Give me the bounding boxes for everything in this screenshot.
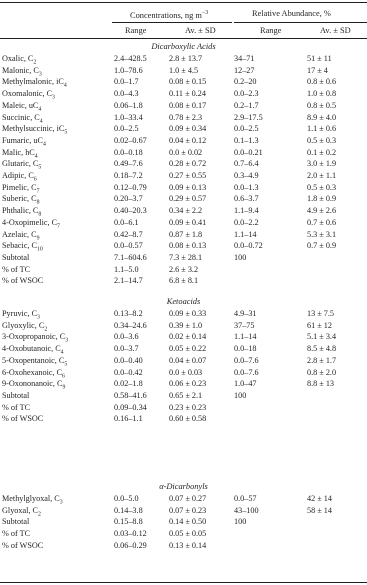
conc-avsd: 0.27 ± 0.55	[169, 171, 207, 180]
compound-name: Azelaic, $C_9$	[2, 229, 40, 242]
abundance-avsd: 1.8 ± 0.9	[307, 194, 337, 204]
compound-name: % of WSOC	[2, 414, 44, 424]
abundance-avsd: 5.3 ± 3.1	[307, 229, 337, 239]
conc-avsd: 0.0 ± 0.03	[169, 367, 203, 377]
table-row	[0, 135, 367, 146]
conc-range: 0.0–3.7	[114, 344, 139, 354]
abundance-range: 1.1–9.4	[234, 206, 259, 216]
conc-range: 0.13–8.2	[114, 309, 143, 318]
conc-range: 1.1–5.0	[114, 264, 139, 274]
conc-avsd: 0.07 ± 0.23	[169, 505, 207, 515]
table-row	[0, 65, 367, 76]
conc-range: 0.0–0.42	[114, 367, 143, 377]
bottom-rule	[0, 582, 367, 583]
conc-range: 0.58–41.6	[114, 390, 147, 400]
table-row	[0, 147, 367, 158]
abundance-avsd: 3.0 ± 1.9	[307, 159, 337, 169]
abundance-avsd: 2.8 ± 1.7	[307, 355, 337, 365]
table-row	[0, 205, 367, 216]
section-title: Dicarboxylic Acids	[151, 42, 216, 51]
table-row	[0, 100, 367, 111]
compound-name: % of TC	[2, 529, 31, 539]
conc-range: 0.0–0.57	[114, 241, 143, 251]
conc-avsd: 0.02 ± 0.14	[169, 332, 207, 342]
abundance-avsd: 0.8 ± 0.5	[307, 100, 337, 110]
abundance-avsd: 2.0 ± 1.1	[307, 171, 337, 180]
compound-name: 5-Oxopentanoic, $C_5$	[2, 355, 68, 368]
conc-avsd: 0.29 ± 0.57	[169, 194, 207, 204]
abundance-range: 4.9–31	[234, 309, 257, 318]
compound-name: Methylglyoxal, $C_3$	[2, 494, 63, 506]
header-rule-concentrations	[112, 22, 232, 23]
abundance-range: 0.0–2.2	[234, 217, 259, 227]
conc-avsd: 0.60 ± 0.58	[169, 414, 207, 424]
compound-name: Suberic, $C_8$	[2, 194, 40, 207]
abundance-range: 0.0–0.72	[234, 241, 263, 251]
abundance-range: 34–71	[234, 54, 255, 63]
conc-range: 0.12–0.79	[114, 182, 147, 192]
abundance-range: 0.0–7.6	[234, 355, 259, 365]
compound-name: Phthalic, $C_8$	[2, 206, 42, 218]
compound-name: Subtotal	[2, 517, 30, 527]
abundance-avsd: 8.8 ± 13	[307, 379, 335, 389]
conc-avsd: 0.28 ± 0.72	[169, 159, 207, 169]
conc-range: 2.4–428.5	[114, 54, 147, 63]
conc-range: 0.0–1.7	[114, 77, 139, 87]
compound-name: Malonic, $C_3$	[2, 65, 42, 78]
abundance-avsd: 5.1 ± 3.4	[307, 332, 337, 342]
conc-avsd: 0.23 ± 0.23	[169, 402, 207, 412]
compound-name: Oxalic, $C_2$	[2, 54, 37, 66]
abundance-range: 0.0–2.3	[234, 89, 259, 99]
table-row	[0, 229, 367, 240]
section-title: α-Dicarbonyls	[159, 482, 208, 491]
conc-range: 0.34–24.6	[114, 320, 147, 330]
conc-avsd: 0.08 ± 0.13	[169, 241, 207, 251]
abundance-avsd: 1.1 ± 0.6	[307, 124, 337, 134]
abundance-range: 12–27	[234, 65, 255, 75]
conc-avsd: 0.05 ± 0.22	[169, 344, 207, 354]
compound-name: % of WSOC	[2, 540, 44, 550]
abundance-avsd: 51 ± 11	[307, 54, 332, 63]
header-avsd-1: Av. ± SD	[185, 26, 216, 35]
compound-name: 4-Oxopimelic, $C_7$	[2, 217, 60, 230]
header-range-2: Range	[260, 26, 282, 35]
conc-range: 0.0–0.18	[114, 147, 143, 157]
conc-range: 7.1–604.6	[114, 252, 147, 262]
abundance-range: 0.0–0.21	[234, 147, 263, 157]
table-row	[0, 112, 367, 123]
conc-range: 1.0–78.6	[114, 65, 143, 75]
compound-name: Adipic, $C_6$	[2, 171, 37, 183]
table-row	[0, 170, 367, 181]
compound-name: Subtotal	[2, 252, 30, 262]
abundance-range: 0.1–1.3	[234, 135, 259, 145]
abundance-range: 0.0–2.5	[234, 124, 259, 134]
header-avsd-2: Av. ± SD	[320, 26, 351, 35]
top-rule	[0, 2, 367, 3]
abundance-range: 0.6–3.7	[234, 194, 259, 204]
conc-avsd: 0.09 ± 0.41	[169, 217, 207, 227]
abundance-range: 100	[234, 517, 247, 527]
abundance-range: 0.0–7.6	[234, 367, 259, 377]
compound-name: Malic, $hC_4$	[2, 147, 38, 160]
table-row	[0, 76, 367, 90]
conc-range: 0.0–3.6	[114, 332, 139, 342]
conc-avsd: 0.05 ± 0.05	[169, 529, 207, 539]
abundance-avsd: 17 ± 4	[307, 65, 328, 75]
conc-range: 0.02–0.67	[114, 135, 147, 145]
compound-name: % of TC	[2, 264, 31, 274]
conc-range: 0.0–2.5	[114, 124, 139, 134]
compound-name: Oxomalonic, $C_3$	[2, 89, 55, 101]
abundance-avsd: 13 ± 7.5	[307, 309, 335, 318]
table-row	[0, 275, 367, 286]
table-row	[0, 505, 367, 516]
abundance-range: 1.0–47	[234, 379, 257, 389]
abundance-avsd: 58 ± 14	[307, 505, 332, 515]
conc-avsd: 0.39 ± 1.0	[169, 320, 203, 330]
abundance-range: 0.0–1.3	[234, 182, 259, 192]
conc-avsd: 2.8 ± 13.7	[169, 54, 203, 63]
conc-avsd: 0.06 ± 0.23	[169, 379, 207, 389]
header-rule-abundance	[234, 22, 367, 23]
abundance-avsd: 0.7 ± 0.6	[307, 217, 337, 227]
abundance-range: 100	[234, 390, 247, 400]
conc-avsd: 0.14 ± 0.50	[169, 517, 207, 527]
compound-name: Glutaric, $C_5$	[2, 159, 42, 171]
table-row	[0, 123, 367, 134]
conc-range: 0.0–4.3	[114, 89, 139, 99]
table-row	[0, 413, 367, 424]
compound-name: Methylmalonic, $iC_4$	[2, 77, 67, 90]
conc-range: 1.0–33.4	[114, 112, 143, 122]
table-row	[0, 493, 367, 504]
abundance-range: 2.9–17.5	[234, 112, 263, 122]
conc-avsd: 1.0 ± 4.5	[169, 65, 199, 75]
compound-name: Fumaric, $uC_4$	[2, 135, 46, 148]
abundance-range: 43–100	[234, 505, 259, 515]
conc-range: 0.15–8.8	[114, 517, 143, 527]
conc-range: 0.0–6.1	[114, 217, 139, 227]
abundance-avsd: 0.7 ± 0.9	[307, 241, 337, 251]
conc-range: 0.0–5.0	[114, 494, 139, 503]
compound-name: % of WSOC	[2, 276, 44, 286]
conc-range: 0.14–3.8	[114, 505, 143, 515]
conc-range: 0.18–7.2	[114, 171, 143, 180]
conc-avsd: 0.0 ± 0.02	[169, 147, 203, 157]
table-row	[0, 240, 367, 251]
table-row	[0, 88, 367, 99]
compound-name: Succinic, $C_4$	[2, 112, 43, 125]
table-row	[0, 390, 367, 401]
abundance-avsd: 4.9 ± 2.6	[307, 206, 337, 216]
conc-range: 0.02–1.8	[114, 379, 143, 389]
conc-avsd: 7.3 ± 28.1	[169, 252, 203, 262]
abundance-range: 0.2–20	[234, 77, 257, 87]
abundance-avsd: 0.1 ± 0.2	[307, 147, 337, 157]
conc-range: 0.42–8.7	[114, 229, 143, 239]
table-row	[0, 320, 367, 331]
compound-name: Glyoxylic, $C_2$	[2, 320, 48, 333]
compound-name: Glyoxal, $C_2$	[2, 505, 41, 518]
conc-avsd: 0.65 ± 2.1	[169, 390, 203, 400]
abundance-range: 0.0–18	[234, 344, 257, 354]
table-row	[0, 308, 367, 319]
compound-name: Pimelic, $C_7$	[2, 182, 40, 195]
compound-name: 4-Oxobutanoic, $C_4$	[2, 344, 64, 356]
compound-name: 3-Oxopropanoic, $C_3$	[2, 332, 69, 345]
conc-range: 0.40–20.3	[114, 206, 147, 216]
abundance-avsd: 0.8 ± 0.6	[307, 77, 337, 87]
conc-range: 0.0–0.40	[114, 355, 143, 365]
abundance-range: 1.1–14	[234, 332, 257, 342]
compound-name: Maleic, $uC_4$	[2, 100, 42, 113]
abundance-range: 100	[234, 252, 247, 262]
section-title: Ketoacids	[166, 297, 201, 306]
table-row	[0, 378, 367, 389]
abundance-avsd: 61 ± 12	[307, 320, 332, 330]
abundance-avsd: 1.0 ± 0.8	[307, 89, 337, 99]
table-row	[0, 343, 367, 354]
abundance-range: 0.7–6.4	[234, 159, 259, 169]
abundance-range: 37–75	[234, 320, 255, 330]
conc-avsd: 0.87 ± 1.8	[169, 229, 203, 239]
conc-avsd: 0.09 ± 0.34	[169, 124, 207, 134]
conc-range: 0.06–0.29	[114, 540, 147, 550]
conc-avsd: 0.09 ± 0.33	[169, 309, 207, 318]
compound-name: Sebacic, $C_{10}$	[2, 241, 43, 253]
abundance-range: 0.3–4.9	[234, 171, 259, 180]
compound-name: Subtotal	[2, 390, 30, 400]
compound-name: Methylsuccinic, $iC_5$	[2, 124, 68, 136]
table-row	[0, 193, 367, 207]
abundance-range: 0.0–57	[234, 494, 257, 503]
table-row	[0, 158, 367, 169]
compound-name: Pyruvic, $C_3$	[2, 309, 40, 321]
conc-range: 0.49–7.6	[114, 159, 143, 169]
conc-avsd: 0.34 ± 2.2	[169, 206, 203, 216]
abundance-avsd: 0.5 ± 0.3	[307, 182, 337, 192]
conc-avsd: 0.04 ± 0.07	[169, 355, 207, 365]
compound-name: 6-Oxohexanoic, $C_6$	[2, 367, 65, 380]
conc-avsd: 0.11 ± 0.24	[169, 89, 206, 99]
conc-avsd: 2.6 ± 3.2	[169, 264, 199, 274]
conc-avsd: 0.04 ± 0.12	[169, 135, 207, 145]
abundance-avsd: 8.5 ± 4.8	[307, 344, 337, 354]
header-bottom-rule	[0, 38, 367, 39]
conc-avsd: 6.8 ± 8.1	[169, 276, 199, 286]
abundance-range: 0.2–1.7	[234, 100, 259, 110]
header-relative-abundance: Relative Abundance, %	[252, 9, 331, 18]
abundance-avsd: 8.9 ± 4.0	[307, 112, 337, 122]
conc-range: 0.20–3.7	[114, 194, 143, 204]
table-row	[0, 53, 367, 64]
conc-avsd: 0.78 ± 2.3	[169, 112, 203, 122]
table-row	[0, 182, 367, 193]
table-row	[0, 252, 367, 263]
table-row	[0, 528, 367, 539]
abundance-avsd: 0.8 ± 2.0	[307, 367, 337, 377]
header-concentrations: Concentrations, ng $m^{-3}$	[130, 10, 209, 20]
abundance-avsd: 42 ± 14	[307, 494, 332, 503]
conc-avsd: 0.07 ± 0.27	[169, 494, 207, 503]
conc-range: 0.06–1.8	[114, 100, 143, 110]
table-row	[0, 264, 367, 275]
table-row	[0, 367, 367, 378]
conc-avsd: 0.13 ± 0.14	[169, 540, 207, 550]
table-row	[0, 402, 367, 413]
conc-avsd: 0.08 ± 0.15	[169, 77, 207, 87]
conc-range: 0.16–1.1	[114, 414, 143, 424]
conc-range: 2.1–14.7	[114, 276, 143, 286]
conc-avsd: 0.08 ± 0.17	[169, 100, 207, 110]
conc-avsd: 0.09 ± 0.13	[169, 182, 207, 192]
table-row	[0, 217, 367, 228]
table-row	[0, 331, 367, 345]
header-range-1: Range	[125, 26, 147, 35]
conc-range: 0.03–0.12	[114, 529, 147, 539]
table-row	[0, 355, 367, 366]
compound-name: % of TC	[2, 402, 31, 412]
table-row	[0, 540, 367, 551]
abundance-range: 1.1–14	[234, 229, 257, 239]
conc-range: 0.09–0.34	[114, 402, 147, 412]
compound-name: 9-Oxononanoic, $C_9$	[2, 379, 66, 391]
abundance-avsd: 0.5 ± 0.3	[307, 135, 337, 145]
table-row	[0, 516, 367, 527]
